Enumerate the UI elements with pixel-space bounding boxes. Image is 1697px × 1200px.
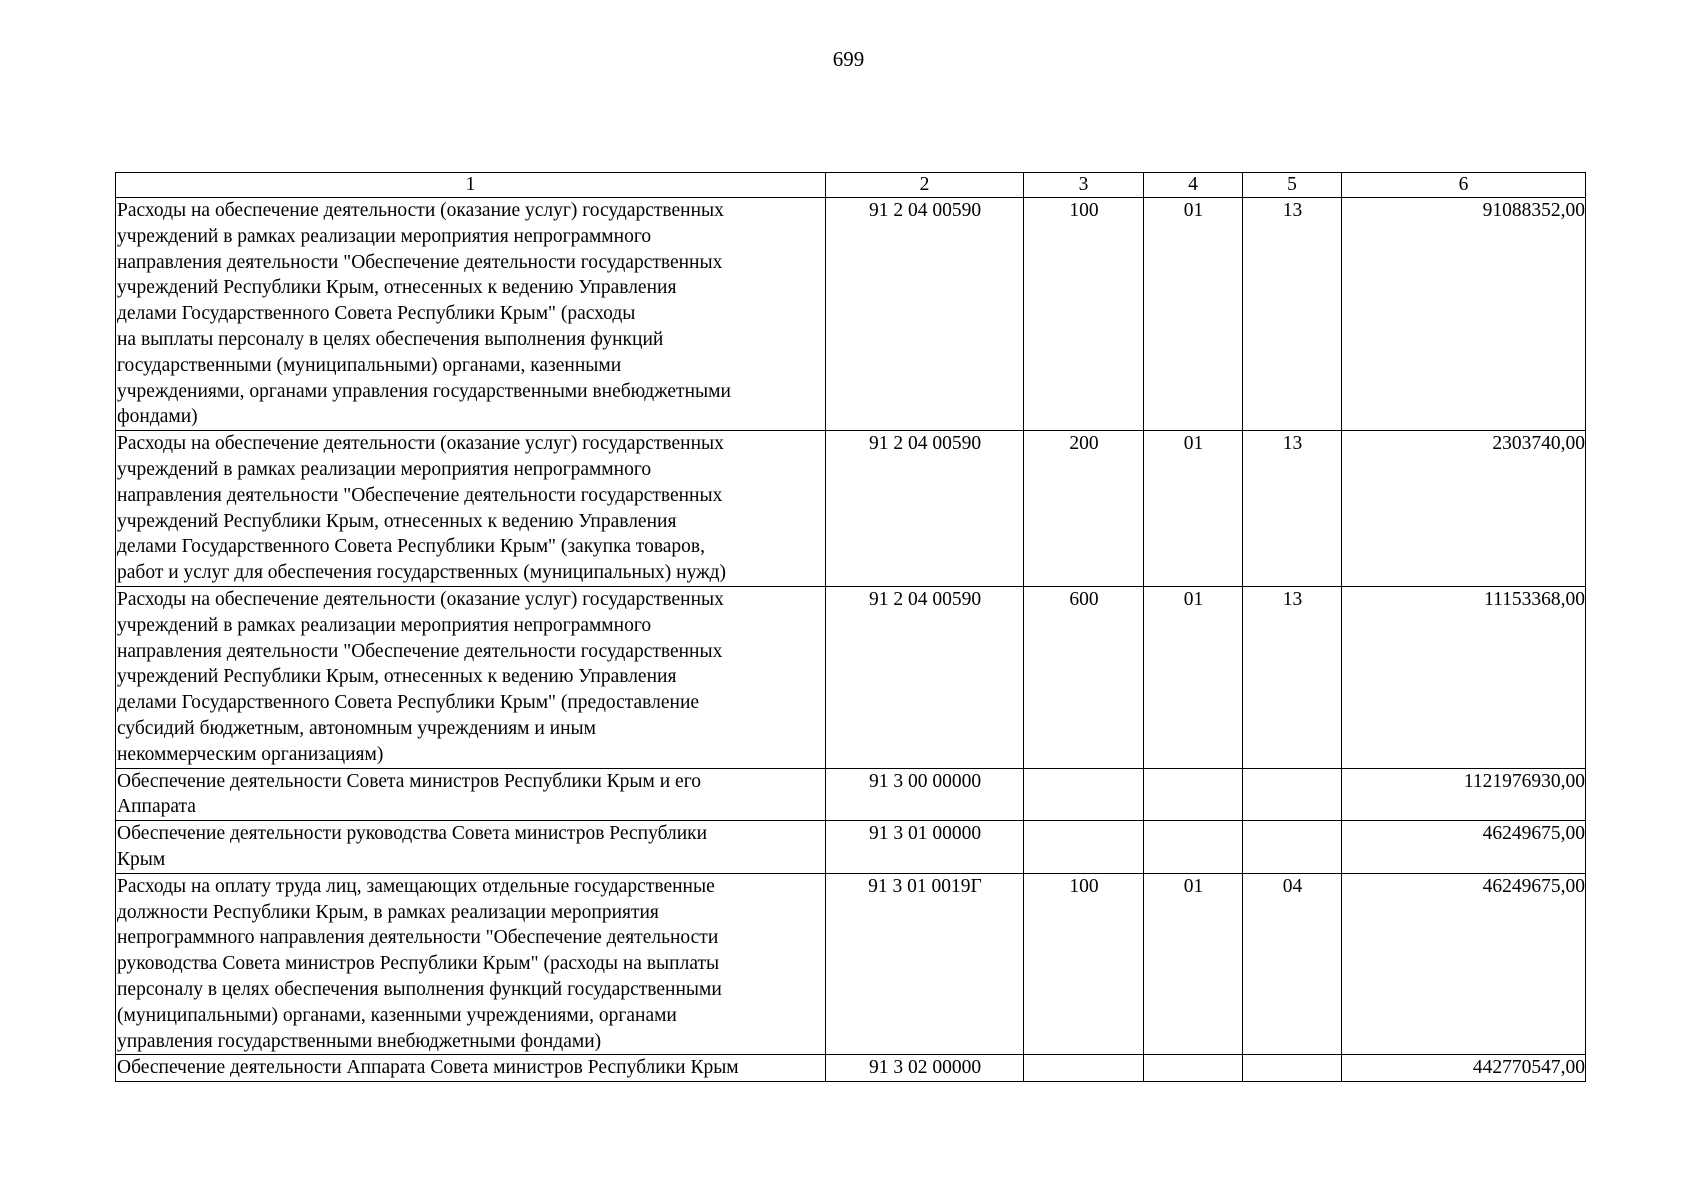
header-cell: 3	[1024, 173, 1144, 198]
subsection-code	[1243, 1055, 1342, 1082]
table-row	[116, 586, 1586, 768]
subsection-code	[1243, 768, 1342, 821]
header-cell: 6	[1342, 173, 1586, 198]
subsection-code: 04	[1243, 873, 1342, 1055]
table-row	[116, 821, 1586, 874]
section-code: 01	[1144, 431, 1243, 587]
section-code: 01	[1144, 198, 1243, 431]
page-number: 699	[832, 47, 865, 71]
expense-type-code: 100	[1024, 198, 1144, 431]
amount: 11153368,00	[1342, 586, 1586, 768]
subsection-code: 13	[1243, 198, 1342, 431]
classification-code: 91 2 04 00590	[826, 431, 1024, 587]
classification-code: 91 3 01 0019Г	[826, 873, 1024, 1055]
table-row	[116, 768, 1586, 821]
amount: 46249675,00	[1342, 821, 1586, 874]
header-cell: 5	[1243, 173, 1342, 198]
amount: 1121976930,00	[1342, 768, 1586, 821]
classification-code: 91 3 00 00000	[826, 768, 1024, 821]
amount: 91088352,00	[1342, 198, 1586, 431]
header-cell: 4	[1144, 173, 1243, 198]
section-code	[1144, 768, 1243, 821]
subsection-code: 13	[1243, 586, 1342, 768]
expense-type-code: 600	[1024, 586, 1144, 768]
expense-type-code	[1024, 821, 1144, 874]
table-header-row	[116, 173, 1586, 198]
header-cell: 1	[116, 173, 826, 198]
expense-name: Обеспечение деятельности Аппарата Совета министров Республики Крым	[116, 1055, 826, 1082]
amount: 442770547,00	[1342, 1055, 1586, 1082]
classification-code: 91 3 01 00000	[826, 821, 1024, 874]
section-code	[1144, 821, 1243, 874]
table-row	[116, 1055, 1586, 1082]
classification-code: 91 2 04 00590	[826, 586, 1024, 768]
amount: 2303740,00	[1342, 431, 1586, 587]
expense-name: Расходы на обеспечение деятельности (оказание услуг) государственных учреждений в рамках реализации мероприятия непрограммного направления деятельности "Обеспечение деятельности государственных учреждений Республики Крым, отнесенных к ведению Управления делами Государственного Совета Республики Крым" (предоставление субсидий бюджетным, автономным учреждениям и иным некоммерческим организациям)	[116, 586, 826, 768]
subsection-code: 13	[1243, 431, 1342, 587]
section-code	[1144, 1055, 1243, 1082]
expense-name: Обеспечение деятельности Совета министров Республики Крым и его Аппарата	[116, 768, 826, 821]
expense-type-code: 100	[1024, 873, 1144, 1055]
classification-code: 91 2 04 00590	[826, 198, 1024, 431]
expense-type-code: 200	[1024, 431, 1144, 587]
table-row	[116, 873, 1586, 1055]
expense-type-code	[1024, 768, 1144, 821]
section-code: 01	[1144, 873, 1243, 1055]
expense-name: Расходы на обеспечение деятельности (оказание услуг) государственных учреждений в рамках реализации мероприятия непрограммного направления деятельности "Обеспечение деятельности государственных учреждений Республики Крым, отнесенных к ведению Управления делами Государственного Совета Республики Крым" (закупка товаров, работ и услуг для обеспечения государственных (муниципальных) нужд)	[116, 431, 826, 587]
expense-name: Расходы на обеспечение деятельности (оказание услуг) государственных учреждений в рамках реализации мероприятия непрограммного направления деятельности "Обеспечение деятельности государственных учреждений Республики Крым, отнесенных к ведению Управления делами Государственного Совета Республики Крым" (расходы на выплаты персоналу в целях обеспечения выполнения функций государственными (муниципальными) органами, казенными учреждениями, органами управления государственными внебюджетными фондами)	[116, 198, 826, 431]
budget-table-body	[116, 173, 1586, 1082]
header-cell: 2	[826, 173, 1024, 198]
table-row	[116, 431, 1586, 587]
section-code: 01	[1144, 586, 1243, 768]
budget-table	[115, 172, 1586, 1082]
expense-name: Обеспечение деятельности руководства Совета министров Республики Крым	[116, 821, 826, 874]
amount: 46249675,00	[1342, 873, 1586, 1055]
subsection-code	[1243, 821, 1342, 874]
classification-code: 91 3 02 00000	[826, 1055, 1024, 1082]
table-row	[116, 198, 1586, 431]
expense-type-code	[1024, 1055, 1144, 1082]
expense-name: Расходы на оплату труда лиц, замещающих отдельные государственные должности Республики Крым, в рамках реализации мероприятия непрограммного направления деятельности "Обеспечение деятельности руководства Совета министров Республики Крым" (расходы на выплаты персоналу в целях обеспечения выполнения функций государственными (муниципальными) органами, казенными учреждениями, органами управления государственными внебюджетными фондами)	[116, 873, 826, 1055]
